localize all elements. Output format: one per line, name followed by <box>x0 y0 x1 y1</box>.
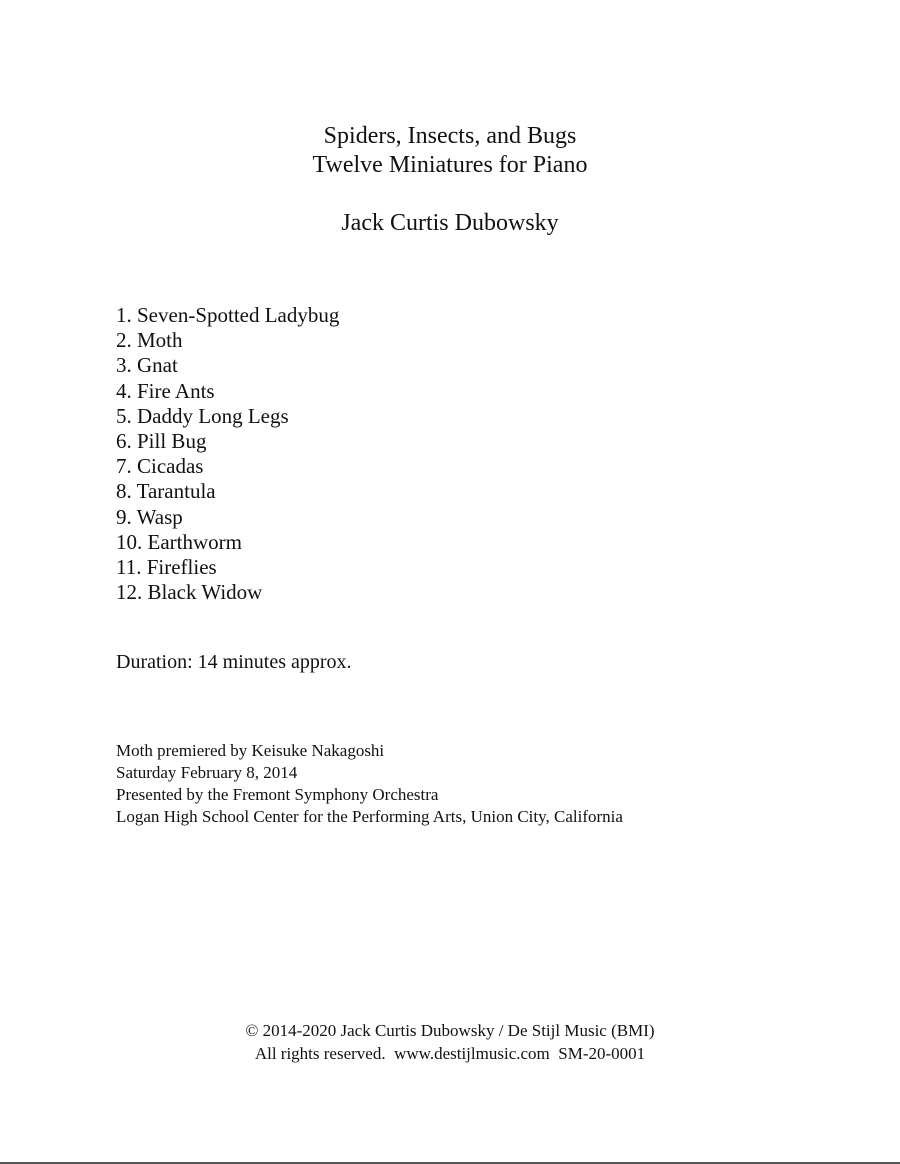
movement-list <box>116 303 339 605</box>
movement-item: 4. Fire Ants <box>116 378 215 403</box>
work-subtitle: Twelve Miniatures for Piano <box>312 152 588 178</box>
movement-item: 11. Fireflies <box>116 555 217 580</box>
movement-item: 3. Gnat <box>116 353 178 378</box>
movement-item: 6. Pill Bug <box>116 429 207 454</box>
duration-note: Duration: 14 minutes approx. <box>116 651 352 673</box>
movement-item: 8. Tarantula <box>116 479 216 504</box>
work-title: Spiders, Insects, and Bugs <box>323 123 577 149</box>
movement-item: 10. Earthworm <box>116 529 242 554</box>
copyright-line: © 2014-2020 Jack Curtis Dubowsky / De Stijl Music (BMI) <box>245 1021 655 1040</box>
composer-name: Jack Curtis Dubowsky <box>341 210 559 236</box>
movement-item: 5. Daddy Long Legs <box>116 403 289 428</box>
title-block <box>0 122 900 180</box>
premiere-presenter: Presented by the Fremont Symphony Orchestra <box>116 785 439 804</box>
premiere-venue: Logan High School Center for the Performing Arts, Union City, California <box>116 807 623 826</box>
movement-item: 2. Moth <box>116 328 183 353</box>
copyright-notice <box>0 1019 900 1065</box>
movement-item: 7. Cicadas <box>116 454 204 479</box>
premiere-performer: Moth premiered by Keisuke Nakagoshi <box>116 741 385 760</box>
movement-item: 1. Seven-Spotted Ladybug <box>116 303 340 327</box>
rights-line: All rights reserved. www.destijlmusic.com SM-20-0001 <box>254 1044 646 1063</box>
premiere-info <box>116 740 623 828</box>
premiere-date: Saturday February 8, 2014 <box>116 763 298 782</box>
movement-item: 9. Wasp <box>116 504 183 529</box>
movement-item: 12. Black Widow <box>116 580 263 605</box>
